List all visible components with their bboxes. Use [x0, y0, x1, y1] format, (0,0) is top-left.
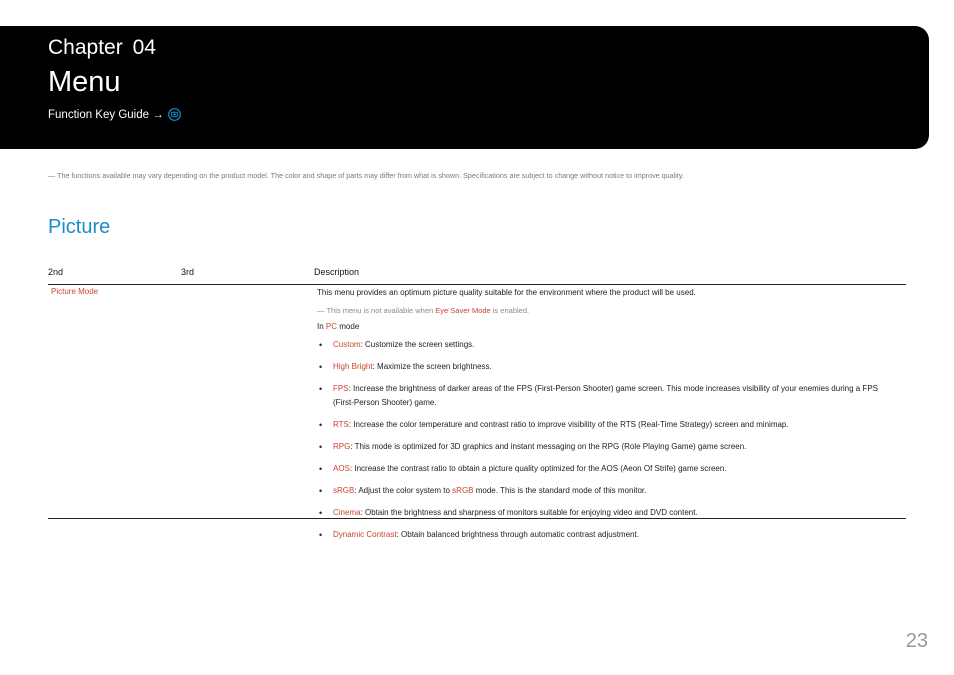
list-item: • Custom: Customize the screen settings.: [317, 338, 892, 352]
chapter-number: 04: [132, 36, 156, 59]
mode-line: In PC mode: [317, 322, 360, 331]
section-title: Picture: [48, 216, 111, 238]
list-item: • sRGB: Adjust the color system to sRGB mode. This is the standard mode of this monitor.: [317, 484, 892, 498]
joystick-button-icon: [168, 108, 181, 121]
disclaimer-note: ― The functions available may vary depending on the product model. The color and shape of parts may differ from what is shown. Specifications are subject to change without notice to improve quality.: [48, 171, 684, 180]
page-title: Menu: [48, 66, 121, 98]
list-item: • Cinema: Obtain the brightness and sharpness of monitors suitable for enjoying video and DVD content.: [317, 506, 892, 520]
table-bottom-rule: [48, 518, 906, 519]
list-item: • RPG: This mode is optimized for 3D graphics and instant messaging on the RPG (Role Playing Game) game screen.: [317, 440, 892, 454]
table-top-rule: [48, 284, 906, 285]
list-item: • High Bright: Maximize the screen brightness.: [317, 360, 892, 374]
function-key-guide: [48, 108, 181, 121]
list-item: • AOS: Increase the contrast ratio to obtain a picture quality optimized for the AOS (Aeon Of Strife) game screen.: [317, 462, 892, 476]
column-header-2nd: 2nd: [48, 267, 64, 277]
list-item: • FPS: Increase the brightness of darker areas of the FPS (First-Person Shooter) game screen. This mode increases visibility of your enemies during a FPS (First-Person Shooter) game.: [317, 382, 892, 410]
chapter-label: Chapter: [48, 36, 123, 59]
column-header-description: Description: [314, 267, 360, 277]
availability-note: ― This menu is not available when Eye Saver Mode is enabled.: [317, 306, 530, 315]
description-cell: [317, 287, 892, 550]
picture-mode-list: [317, 338, 892, 542]
column-header-3rd: 3rd: [181, 267, 195, 277]
page-number: 23: [905, 630, 928, 652]
setting-name: Picture Mode: [51, 287, 99, 296]
chapter-banner: [0, 26, 929, 149]
function-key-guide-label: Function Key Guide →: [48, 108, 164, 121]
list-item: • Dynamic Contrast: Obtain balanced brightness through automatic contrast adjustment.: [317, 528, 892, 542]
list-item: • RTS: Increase the color temperature and contrast ratio to improve visibility of the RTS (Real-Time Strategy) screen and minimap.: [317, 418, 892, 432]
description-intro: This menu provides an optimum picture quality suitable for the environment where the product will be used.: [317, 288, 696, 297]
chapter-heading: [48, 36, 156, 60]
